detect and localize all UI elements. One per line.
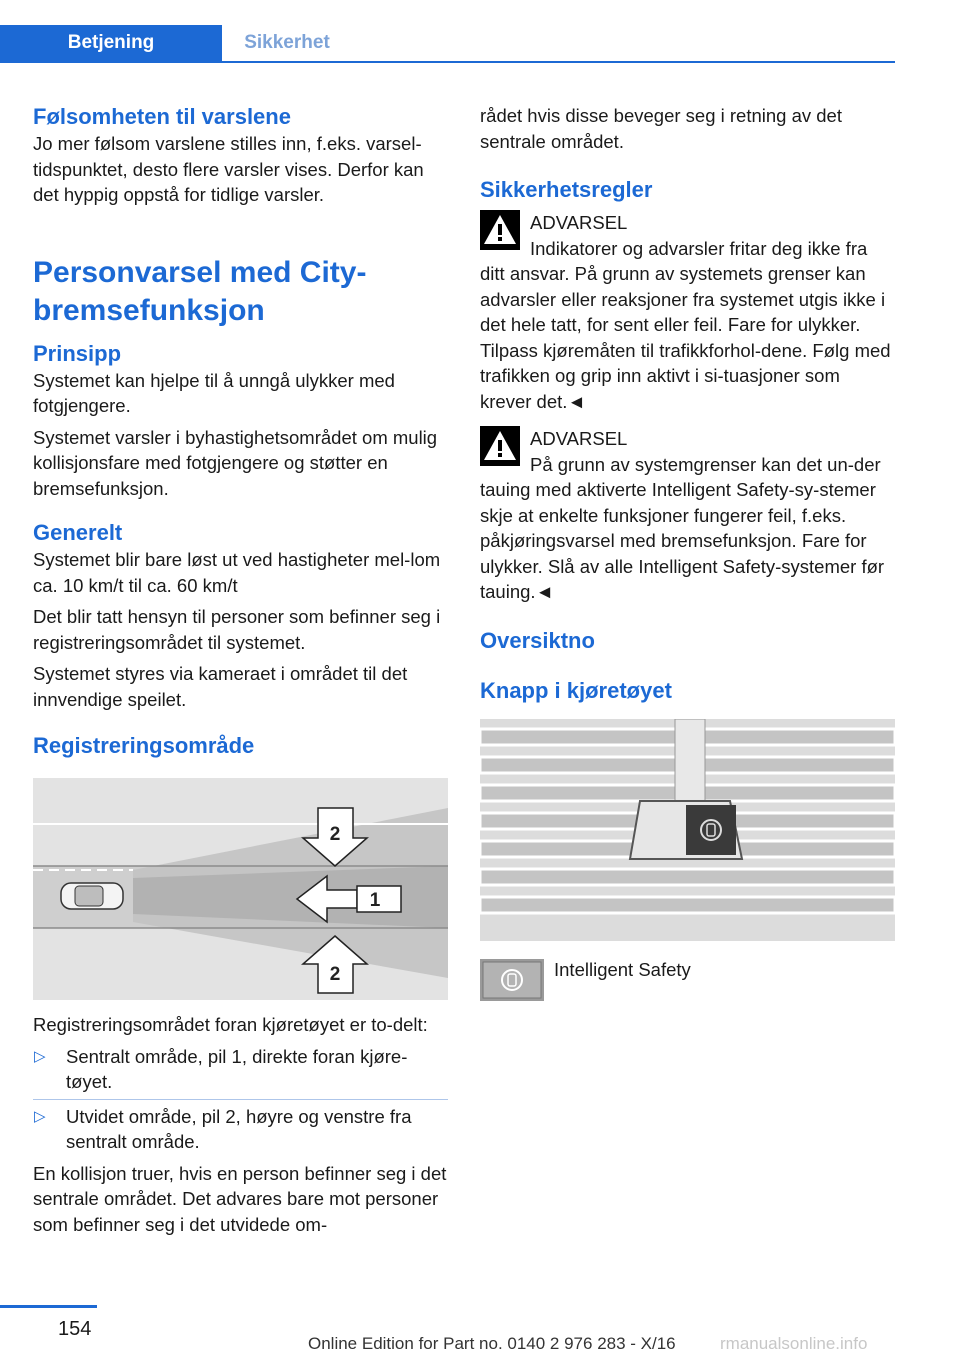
paragraph-area-end: En kollisjon truer, hvis en person befinner seg i det sentrale området. Det advares bare mot personer som befinner seg i det utvidede om-: [33, 1162, 447, 1235]
car-icon: [61, 883, 123, 909]
detection-area-figure: [33, 778, 448, 1000]
paragraph-general-3: Systemet styres via kameraet i området til det innvendige speilet.: [33, 663, 408, 710]
paragraph-continue: rådet hvis disse beveger seg i retning av det sentrale området.: [480, 105, 842, 152]
footer-rule: [0, 1305, 97, 1308]
paragraph-sensitivity: Jo mer følsom varslene stilles inn, f.eks. varsel-tidspunktet, desto flere varsler vises. Derfor kan det hyppig oppstå for tidlige varsler.: [33, 133, 424, 205]
section-title: Personvarsel med City-bremsefunksjon: [33, 255, 367, 327]
arrow-label-bottom: 2: [329, 964, 341, 985]
heading-overview: Oversiktno: [480, 627, 595, 653]
list-divider: [33, 1099, 448, 1100]
heading-general: Generelt: [33, 520, 123, 545]
paragraph-principle-1: Systemet kan hjelpe til å unngå ulykker med fotgjengere.: [33, 369, 395, 416]
arrow-label-center: 1: [369, 890, 381, 911]
warning-title: ADVARSEL: [530, 428, 628, 449]
button-legend: [480, 959, 895, 1001]
right-column: [480, 100, 895, 1001]
tab-sikkerhet[interactable]: Sikkerhet: [244, 32, 330, 53]
header-tab-bar: [0, 25, 895, 63]
arrow-label-top: 2: [329, 824, 341, 845]
heading-principle: Prinsipp: [33, 340, 122, 366]
intelligent-safety-label: Intelligent Safety: [554, 958, 691, 980]
edition-text: Online Edition for Part no. 0140 2 976 283 - X/16: [308, 1334, 676, 1353]
triangle-bullet-icon: ▷: [34, 1047, 46, 1065]
paragraph-general-2: Det blir tatt hensyn til personer som befinner seg i registreringsområdet til systemet.: [33, 606, 441, 653]
warning-block-2: [480, 426, 895, 605]
heading-sensitivity: Følsomheten til varslene: [33, 104, 291, 129]
tab-betjening[interactable]: Betjening: [0, 25, 222, 61]
warning-icon: [480, 210, 520, 250]
left-column: [33, 100, 448, 1237]
paragraph-area-intro: Registreringsområdet foran kjøretøyet er to-delt:: [33, 1014, 428, 1035]
paragraph-general-1: Systemet blir bare løst ut ved hastigheter mel-lom ca. 10 km/t til ca. 60 km/t: [33, 549, 441, 596]
heading-button-in-vehicle: Knapp i kjøretøyet: [480, 677, 672, 703]
warning-text: På grunn av systemgrenser kan det un-der tauing med aktiverte Intelligent Safety-sy-stemer skje at enkelte funksjoner fungerer feil, f.eks. påkjøringsvarsel med bremsefunksjon. Fare for ulykker. Slå av alle Intelligent Safety-systemer før tauing.◄: [480, 453, 885, 602]
paragraph-principle-2: Systemet varsler i byhastighetsområdet om mulig kollisjonsfare med fotgjengere og støtter en bremsefunksjon.: [33, 426, 438, 499]
heading-safety-rules: Sikkerhetsregler: [480, 177, 653, 202]
warning-title: ADVARSEL: [530, 212, 628, 233]
heading-detection-area: Registreringsområde: [33, 733, 255, 758]
vehicle-button-photo: [480, 719, 895, 941]
intelligent-safety-icon: [480, 959, 544, 1001]
watermark-text: rmanualsonline.info: [720, 1334, 868, 1353]
warning-text: Indikatorer og advarsler fritar deg ikke fra ditt ansvar. På grunn av systemets grenser kan advarsler eller reaksjoner fra systemet utgis ikke i det hele tatt, for sent eller feil. Fare for ulykker. Tilpass kjøremåten til trafikkforhol-dene. Følg med trafikken og grip inn aktivt i si-tuasjoner som krever det.◄: [480, 237, 891, 412]
warning-block-1: [480, 210, 895, 414]
page-number: 154: [58, 1318, 92, 1340]
list-item: [33, 1044, 448, 1095]
triangle-bullet-icon: ▷: [34, 1107, 46, 1125]
list-item-text: Utvidet område, pil 2, høyre og venstre fra sentralt område.: [66, 1105, 412, 1152]
list-item: [33, 1104, 448, 1155]
list-item-text: Sentralt område, pil 1, direkte foran kjøre-tøyet.: [66, 1045, 408, 1092]
warning-icon: [480, 426, 520, 466]
